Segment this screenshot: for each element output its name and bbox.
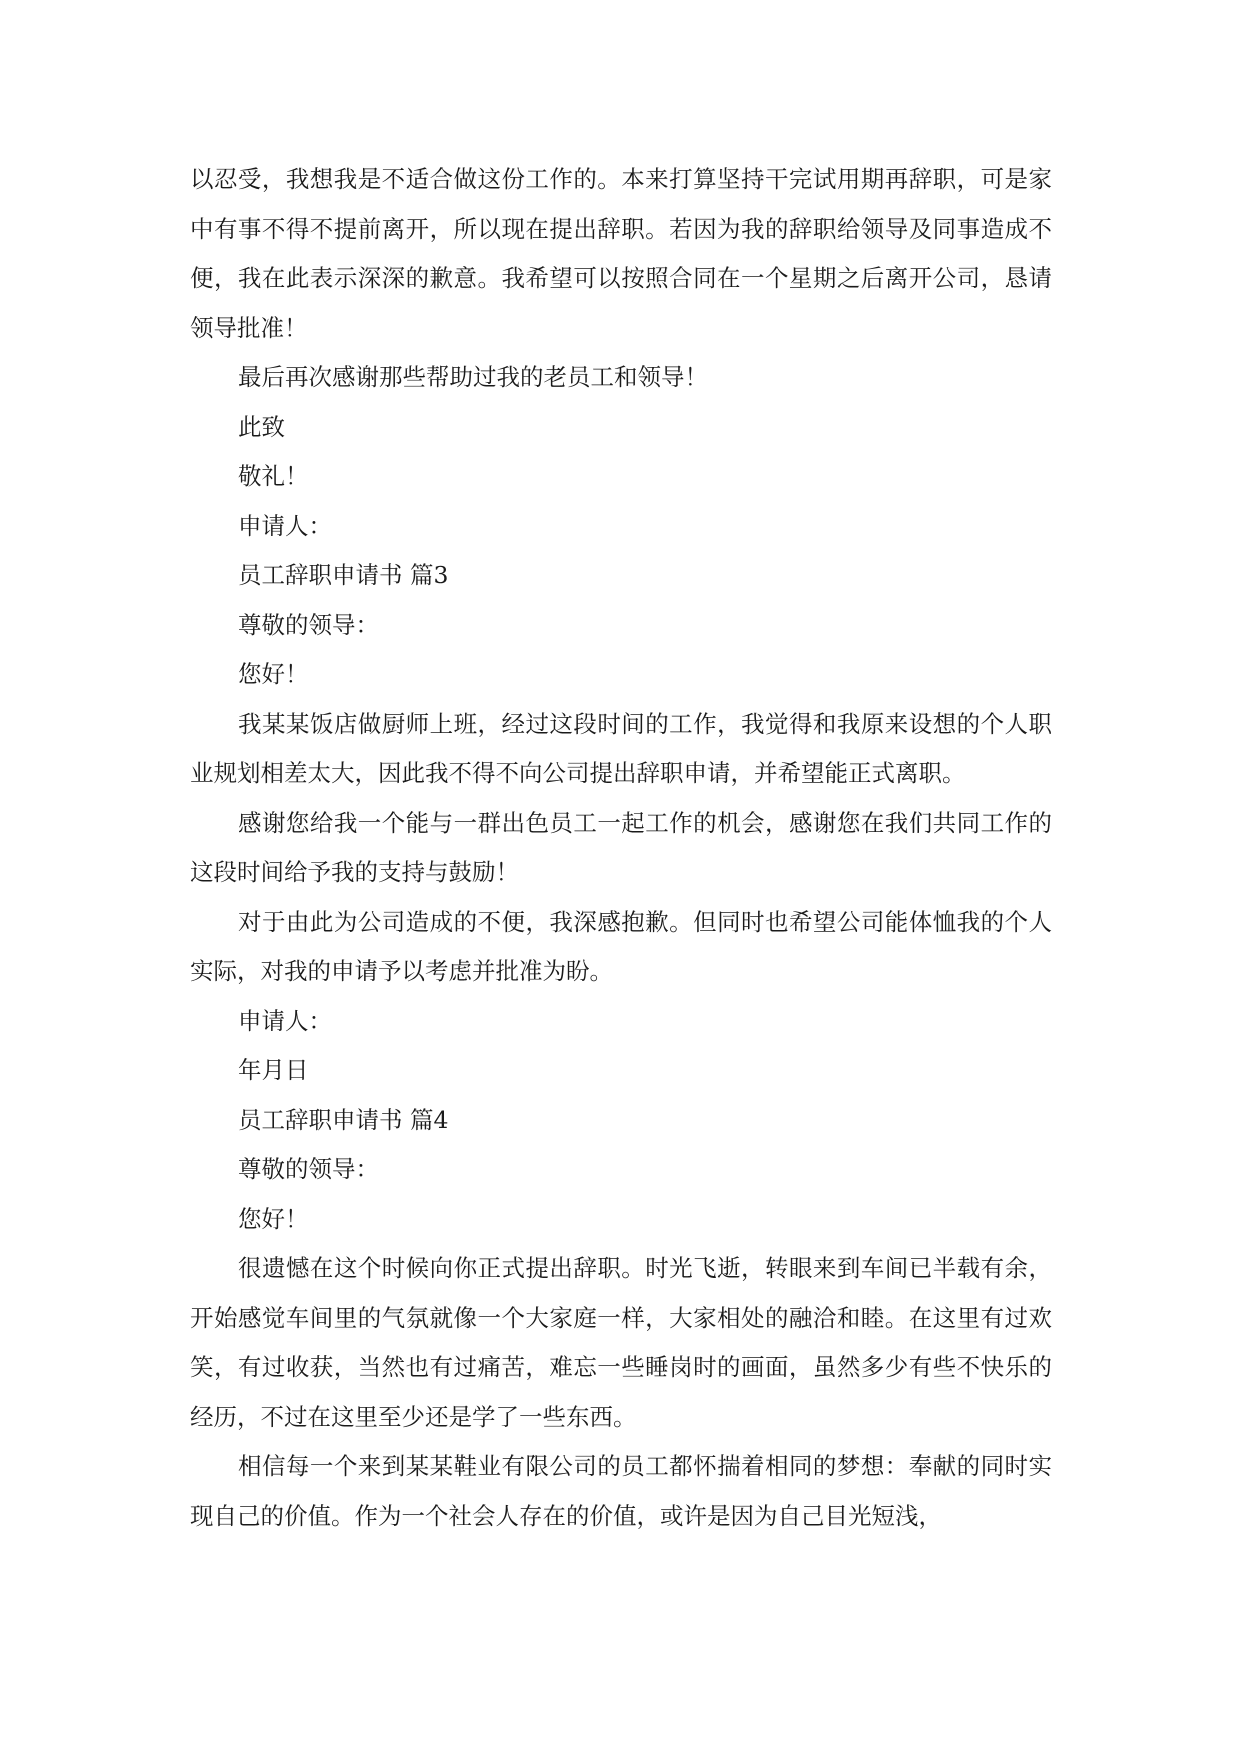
applicant-label: 申请人： [238, 511, 332, 540]
greeting: 您好！ [238, 1204, 309, 1233]
paragraph: 最后再次感谢那些帮助过我的老员工和领导！ [238, 363, 708, 391]
applicant-label: 申请人： [238, 1006, 332, 1035]
salutation: 尊敬的领导： [238, 1155, 379, 1183]
salutation: 尊敬的领导： [238, 610, 379, 639]
greeting: 您好！ [238, 660, 309, 688]
paragraph: 对于由此为公司造成的不便，我深感抱歉。但同时也希望公司能体恤我的个人实际，对我的申请予以考虑并批准为盼。 [190, 907, 1052, 985]
closing-salutation: 此致 [238, 412, 285, 441]
document-body [190, 155, 1052, 1541]
closing-salutation: 敬礼！ [238, 462, 309, 490]
paragraph: 很遗憾在这个时候向你正式提出辞职。时光飞逝，转眼来到车间已半载有余，开始感觉车间里的气氛就像一个大家庭一样，大家相处的融洽和睦。在这里有过欢笑，有过收获，当然也有过痛苦，难忘一些睡岗时的画面，虽然多少有些不快乐的经历，不过在这里至少还是学了一些东西。 [190, 1254, 1052, 1431]
paragraph: 相信每一个来到某某鞋业有限公司的员工都怀揣着相同的梦想：奉献的同时实现自己的价值。作为一个社会人存在的价值，或许是因为自己目光短浅， [190, 1452, 1052, 1530]
date-label: 年月日 [238, 1056, 309, 1084]
paragraph: 感谢您给我一个能与一群出色员工一起工作的机会，感谢您在我们共同工作的这段时间给予我的支持与鼓励！ [190, 808, 1052, 886]
paragraph: 以忍受，我想我是不适合做这份工作的。本来打算坚持干完试用期再辞职，可是家中有事不得不提前离开，所以现在提出辞职。若因为我的辞职给领导及同事造成不便，我在此表示深深的歉意。我希望可以按照合同在一个星期之后离开公司，恳请领导批准！ [190, 165, 1052, 342]
section-heading: 员工辞职申请书 篇3 [238, 561, 449, 589]
paragraph: 我某某饭店做厨师上班，经过这段时间的工作，我觉得和我原来设想的个人职业规划相差太大，因此我不得不向公司提出辞职申请，并希望能正式离职。 [190, 709, 1052, 787]
section-heading: 员工辞职申请书 篇4 [238, 1105, 449, 1134]
